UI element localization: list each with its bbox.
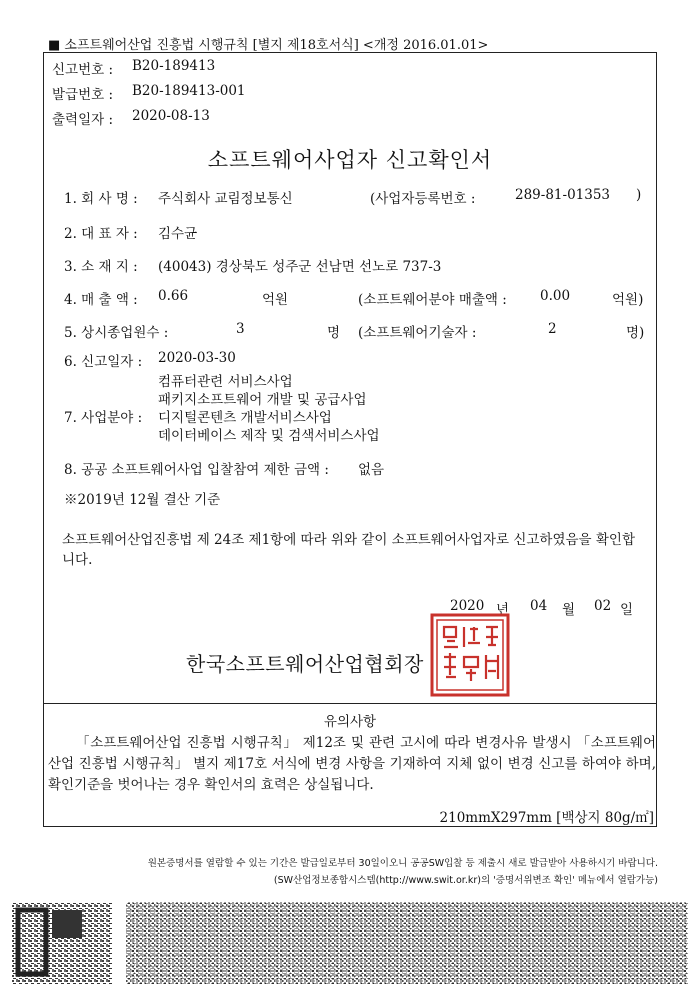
statement: 소프트웨어산업진흥법 제 24조 제1항에 따라 위와 같이 소프트웨어사업자로 신고하였음을 확인합니다. bbox=[62, 532, 635, 568]
issue-number bbox=[52, 83, 246, 103]
notice-text: 「소프트웨어산업 진흥법 시행규칙」 제12조 및 관련 고시에 따라 변경사유 발생시 「소프트웨어산업 진흥법 시행규칙」 별지 제17호 서식에 변경 사항을 기재하여 지체 없이 변경 신고를 하여야 하며, 확인기준을 벗어나는 경우 확인서의 효력은 상실됩니다. bbox=[48, 735, 656, 793]
company-label: 1. 회 사 명 : bbox=[64, 191, 138, 207]
company-value: 주식회사 교림정보통신 bbox=[158, 191, 293, 207]
sw-sales-value: 0.00 bbox=[540, 288, 571, 304]
ceo-value: 김수균 bbox=[158, 226, 198, 242]
official-seal-stamp bbox=[430, 613, 510, 697]
report-date-label: 6. 신고일자 : bbox=[64, 354, 143, 370]
business-item: 패키지소프트웨어 개발 및 공급사업 bbox=[158, 392, 367, 408]
issue-number-label: 발급번호 : bbox=[52, 87, 114, 103]
issue-month: 04 bbox=[530, 598, 548, 614]
business-reg-close: ) bbox=[636, 187, 642, 203]
sw-sales-label: (소프트웨어분야 매출액 : bbox=[358, 292, 507, 308]
notice-title: 유의사항 bbox=[323, 714, 377, 730]
issue-month-unit: 월 bbox=[562, 602, 576, 618]
report-number-value: B20-189413 bbox=[132, 58, 216, 74]
address-value: (40043) 경상북도 성주군 선남면 선노로 737-3 bbox=[158, 259, 442, 275]
staff-value: 3 bbox=[236, 321, 245, 337]
sales-unit: 억원 bbox=[262, 292, 289, 308]
print-date-label: 출력일자 : bbox=[52, 112, 114, 128]
business-item: 컴퓨터관련 서비스사업 bbox=[158, 374, 293, 390]
business-item: 데이터베이스 제작 및 검색서비스사업 bbox=[158, 428, 380, 444]
issuing-organization: 한국소프트웨어산업협회장 bbox=[186, 652, 424, 676]
form-header: ■ 소프트웨어산업 진흥법 시행규칙 [별지 제18호서식] <개정 2016.01.01> bbox=[48, 38, 489, 53]
sales-value: 0.66 bbox=[158, 288, 189, 304]
issue-year-unit: 년 bbox=[496, 602, 510, 618]
print-date-value: 2020-08-13 bbox=[132, 108, 210, 124]
ceo-label: 2. 대 표 자 : bbox=[64, 226, 138, 242]
footer-line: (SW산업정보종합시스템(http://www.swit.or.kr)의 '증명서위변조 확인' 메뉴에서 열람가능) bbox=[273, 875, 658, 886]
basis-note: ※2019년 12월 결산 기준 bbox=[64, 492, 221, 508]
staff-unit: 명 bbox=[327, 325, 341, 341]
document-title: 소프트웨어사업자 신고확인서 bbox=[207, 148, 493, 172]
business-label: 7. 사업분야 : bbox=[64, 410, 143, 426]
notice-divider bbox=[43, 703, 657, 704]
sw-engineer-unit: 명) bbox=[626, 325, 645, 341]
issue-number-value: B20-189413-001 bbox=[132, 83, 246, 99]
issue-year: 2020 bbox=[450, 598, 485, 614]
report-number-label: 신고번호 : bbox=[52, 62, 114, 78]
business-item: 디지털콘텐츠 개발서비스사업 bbox=[158, 410, 332, 426]
sales-label: 4. 매 출 액 : bbox=[64, 292, 138, 308]
sw-engineer-value: 2 bbox=[548, 321, 557, 337]
business-reg-value: 289-81-01353 bbox=[515, 187, 611, 203]
issue-day: 02 bbox=[594, 598, 612, 614]
security-barcode bbox=[12, 902, 688, 984]
staff-label: 5. 상시종업원수 : bbox=[64, 325, 169, 341]
footer-line: 원본증명서를 열람할 수 있는 기간은 발급일로부터 30일이오니 공공SW입찰 등 제출시 새로 발급받아 사용하시기 바랍니다. bbox=[147, 858, 658, 869]
sw-sales-unit: 억원) bbox=[612, 292, 644, 308]
report-date-value: 2020-03-30 bbox=[158, 350, 236, 366]
business-reg-label: (사업자등록번호 : bbox=[370, 191, 476, 207]
address-label: 3. 소 재 지 : bbox=[64, 259, 138, 275]
bid-limit-value: 없음 bbox=[358, 462, 385, 478]
issue-day-unit: 일 bbox=[620, 602, 634, 618]
bid-limit-label: 8. 공공 소프트웨어사업 입찰참여 제한 금액 : bbox=[64, 462, 329, 478]
report-number bbox=[52, 58, 216, 78]
sw-engineer-label: (소프트웨어기술자 : bbox=[358, 325, 477, 341]
paper-spec: 210mmX297mm [백상지 80g/㎡] bbox=[439, 810, 654, 826]
print-date bbox=[52, 108, 210, 128]
